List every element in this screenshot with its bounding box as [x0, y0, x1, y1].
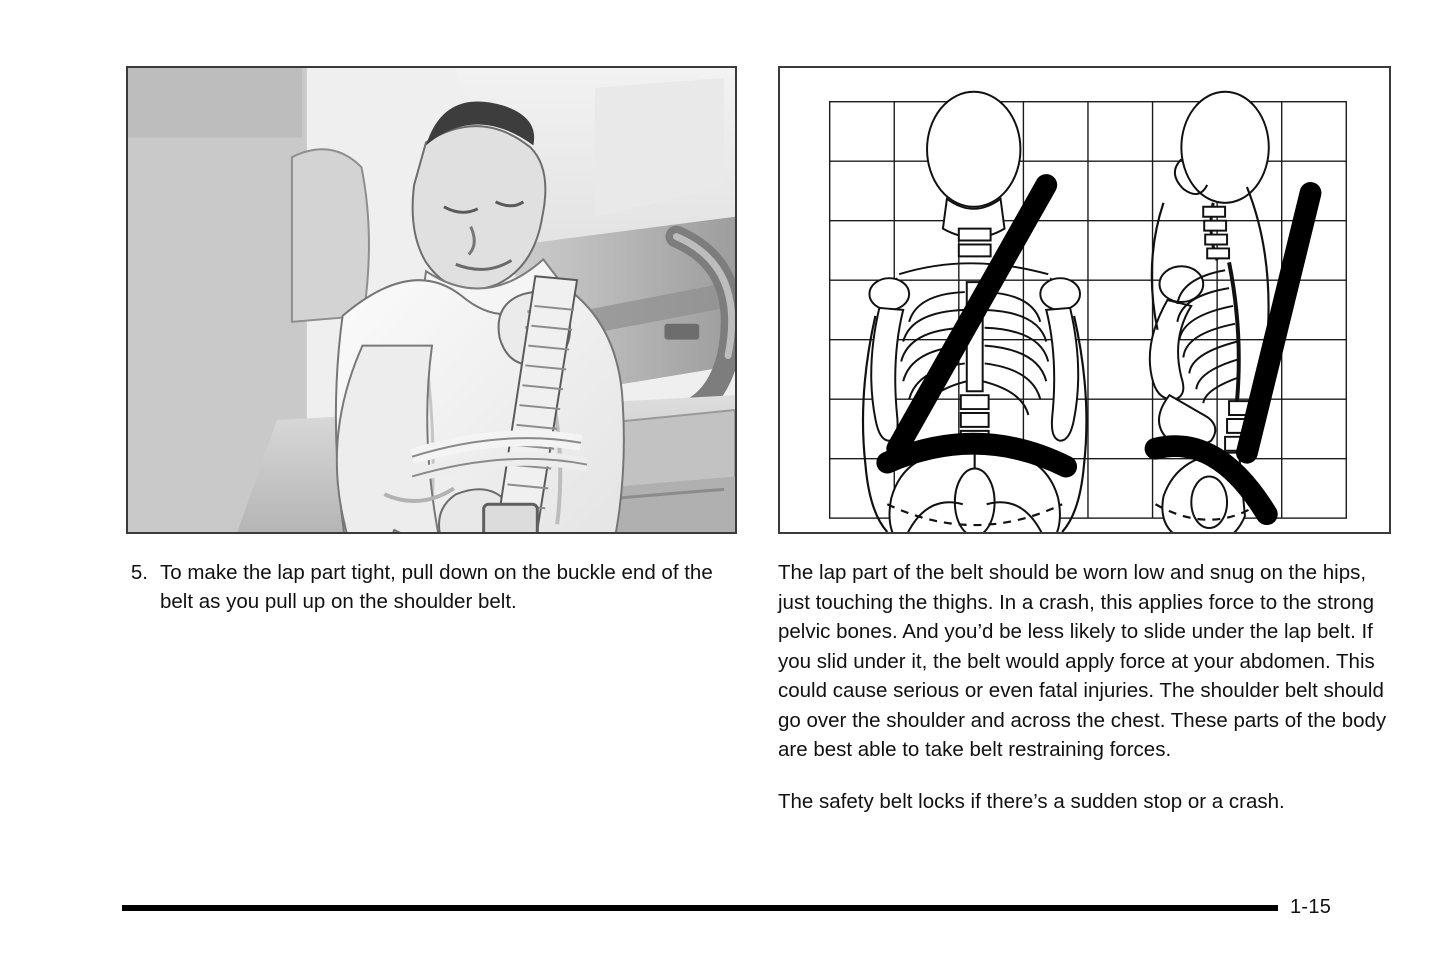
page-number: 1-15	[1290, 896, 1332, 918]
right-text-column	[778, 558, 1394, 816]
left-text-column	[126, 558, 740, 616]
paragraph-lap-belt-positioning: The lap part of the belt should be worn low and snug on the hips, just touching the thighs. In a crash, this applies force to the strong pelvic bones. And you’d be less likely to slide under the lap belt. If you slid under it, the belt would apply force at your abdomen. This could cause serious or even fatal injuries. The shoulder belt should go over the shoulder and across the chest. These parts of the body are best able to take belt restraining forces.	[778, 561, 1387, 761]
paragraph-belt-locking: The safety belt locks if there’s a sudden stop or a crash.	[778, 789, 1285, 813]
step-number: 5.	[130, 561, 148, 584]
numbered-step-5	[126, 558, 740, 616]
footer-divider	[122, 905, 1278, 911]
illustration-skeleton-belt-placement	[778, 66, 1391, 534]
step-text: To make the lap part tight, pull down on the buckle end of the belt as you pull up on the shoulder belt.	[160, 561, 713, 613]
illustration-man-tightening-lap-belt	[126, 66, 737, 534]
